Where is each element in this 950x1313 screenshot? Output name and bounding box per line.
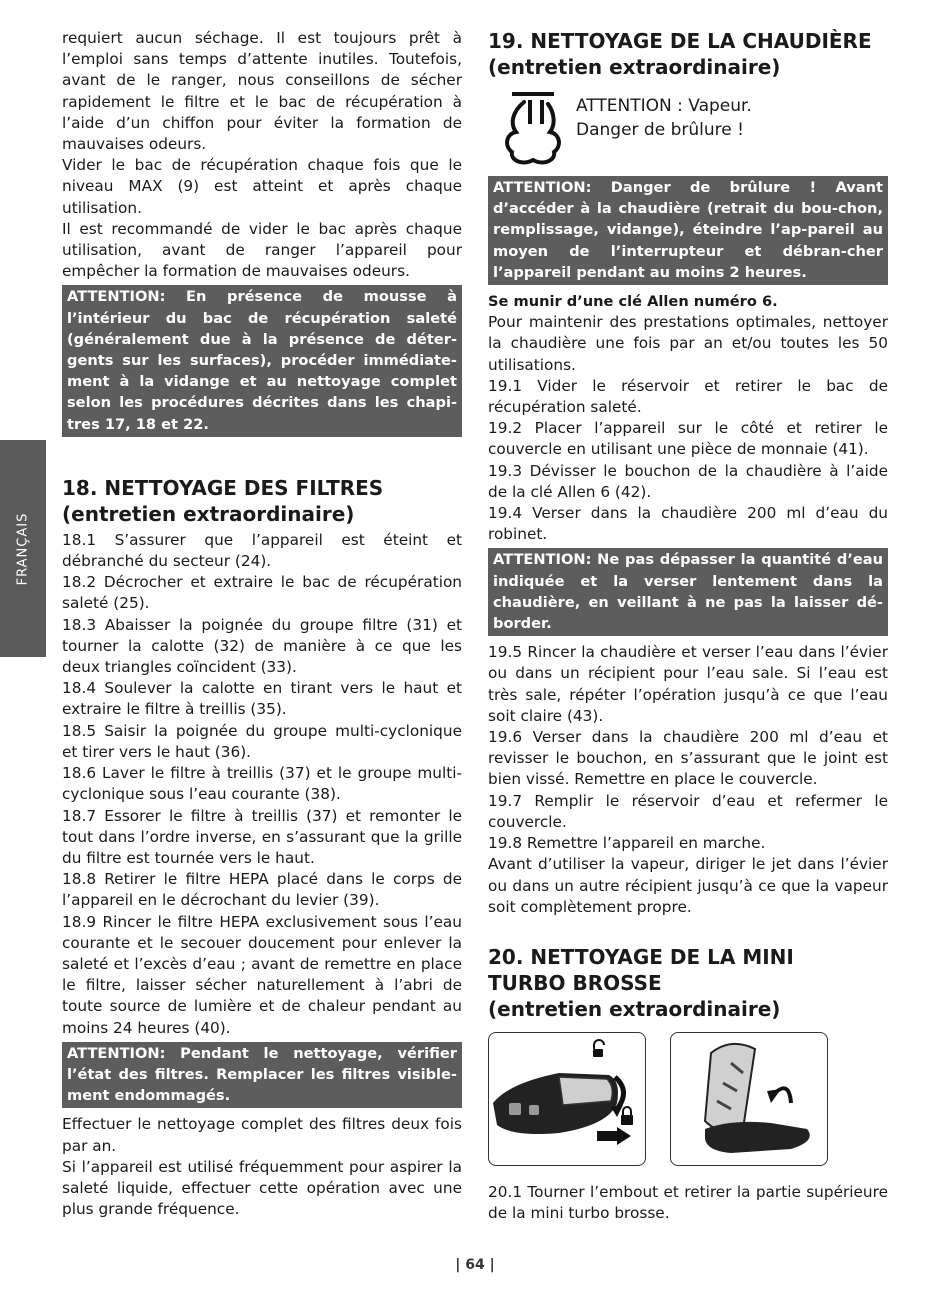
step-19-4: 19.4 Verser dans la chaudière 200 ml d’eau du robinet. [488, 504, 888, 544]
illustration-row [488, 1032, 888, 1166]
turbo-brush-rotate-illustration [488, 1032, 646, 1166]
language-tab [0, 440, 46, 657]
paragraph: Il est recommandé de vider le bac après chaque utilisation, avant de ranger l’appareil pour empêcher la formation de mauvaises odeurs. [62, 219, 462, 281]
hot-steam-icon [502, 90, 564, 166]
turbo-brush-rotate-icon [489, 1033, 645, 1165]
turbo-brush-open-icon [671, 1033, 827, 1165]
turbo-brush-open-illustration [670, 1032, 828, 1166]
step-19-6: 19.6 Verser dans la chaudière 200 ml d’eau et revisser le bouchon, en s’assurant que le joint est bien vissé. Remettre en place le couvercle. [488, 728, 888, 789]
step-19-1: 19.1 Vider le réservoir et retirer le bac de récupération saleté. [488, 376, 888, 417]
warning-box: ATTENTION: Danger de brûlure ! Avant d’accéder à la chaudière (retrait du bou-chon, remplissage, vidange), éteindre l’ap-pareil au moyen de l’interrupteur et débran-cher l’appareil pendant au moins 2 heures. [488, 176, 888, 285]
step-18-1: 18.1 S’assurer que l’appareil est éteint et débranché du secteur (24). [62, 530, 462, 571]
section-19-title [488, 28, 888, 80]
paragraph: Pour maintenir des prestations optimales, nettoyer la chaudière une fois par an et/ou toutes les 50 utilisations. [488, 313, 888, 374]
paragraph: Effectuer le nettoyage complet des filtres deux fois par an. [62, 1115, 462, 1155]
section-20-title [488, 944, 888, 1022]
step-18-3: 18.3 Abaisser la poignée du groupe filtre (31) et tourner la calotte (32) de manière à ce que les deux triangles coïncident (33). [62, 615, 462, 677]
allen-key-note: Se munir d’une clé Allen numéro 6. [488, 293, 778, 311]
steam-warning-line: ATTENTION : Vapeur. [576, 96, 752, 116]
page-number: | 64 | [455, 1257, 495, 1273]
step-19-8: 19.8 Remettre l’appareil en marche. [488, 834, 766, 853]
section-title-line: 19. NETTOYAGE DE LA CHAUDIÈRE [488, 29, 872, 53]
steam-warning-text [576, 94, 752, 142]
step-20-1: 20.1 Tourner l’embout et retirer la partie supérieure de la mini turbo brosse. [488, 1182, 888, 1223]
section-18-title [62, 475, 462, 527]
paragraph: requiert aucun séchage. Il est toujours prêt à l’emploi sans temps d’attente inutiles. Toutefois, avant de le ranger, nous conseillons de sécher rapidement le filtre et le bac de récupération à l’aide d’un chiffon pour éviter la formation de mauvaises odeurs. [62, 29, 462, 154]
paragraph: Avant d’utiliser la vapeur, diriger le jet dans l’évier ou dans un autre récipient jusqu’à ce que la vapeur soit complètement propre. [488, 855, 888, 916]
step-18-4: 18.4 Soulever la calotte en tirant vers le haut et extraire le filtre à treillis (35). [62, 679, 462, 719]
section-title-line: 18. NETTOYAGE DES FILTRES [62, 475, 384, 500]
step-19-7: 19.7 Remplir le réservoir d’eau et refermer le couvercle. [488, 791, 888, 831]
step-19-5: 19.5 Rincer la chaudière et verser l’eau dans l’évier ou dans un récipient pour l’eau sale. Si l’eau est très sale, répéter l’opération jusqu’à ce que l’eau soit claire (43). [488, 643, 888, 725]
section-title-line: (entretien extraordinaire) [488, 55, 781, 79]
steam-warning-line: Danger de brûlure ! [576, 120, 744, 140]
step-18-7: 18.7 Essorer le filtre à treillis (37) et remonter le tout dans l’ordre inverse, en s’assurant que la grille du filtre est tournée vers le haut. [62, 806, 462, 867]
step-18-2: 18.2 Décrocher et extraire le bac de récupération saleté (25). [62, 573, 462, 613]
section-title-line: (entretien extraordinaire) [62, 501, 355, 526]
warning-box: ATTENTION: Pendant le nettoyage, vérifier l’état des filtres. Remplacer les filtres visible-ment endommagés. [62, 1042, 462, 1109]
steam-warning [488, 88, 888, 168]
step-19-2: 19.2 Placer l’appareil sur le côté et retirer le couvercle en utilisant une pièce de monnaie (41). [488, 419, 888, 459]
section-title-line: (entretien extraordinaire) [488, 996, 781, 1021]
language-tab-label: FRANÇAIS [15, 512, 31, 585]
left-column [62, 28, 462, 1220]
section-title-line: TURBO BROSSE [488, 970, 662, 995]
step-18-5: 18.5 Saisir la poignée du groupe multi-cyclonique et tirer vers le haut (36). [62, 721, 462, 761]
warning-box: ATTENTION: En présence de mousse à l’intérieur du bac de récupération saleté (généralement due à la présence de déter-gents sur les surfaces), procéder immédiate-ment à la vidange et au nettoyage complet selon les procédures décrites dans les chapi-tres 17, 18 et 22. [62, 285, 462, 436]
section-title-line: 20. NETTOYAGE DE LA MINI [488, 944, 794, 969]
warning-box: ATTENTION: Ne pas dépasser la quantité d’eau indiquée et la verser lentement dans la chaudière, en veillant à ne pas la laisser dé-border. [488, 548, 888, 636]
step-18-8: 18.8 Retirer le filtre HEPA placé dans le corps de l’appareil en le décrochant du levier (39). [62, 870, 462, 910]
step-19-3: 19.3 Dévisser le bouchon de la chaudière à l’aide de la clé Allen 6 (42). [488, 461, 888, 501]
step-18-6: 18.6 Laver le filtre à treillis (37) et le groupe multi-cyclonique sous l’eau courante (38). [62, 764, 462, 804]
step-18-9: 18.9 Rincer le filtre HEPA exclusivement sous l’eau courante et le secouer doucement pour enlever la saleté et l’excès d’eau ; avant de remettre en place le filtre, laisser sécher naturellement à l’abri de toute source de lumière et de chaleur pendant au moins 24 heures (40). [62, 912, 462, 1037]
right-column [488, 28, 888, 1224]
paragraph: Vider le bac de récupération chaque fois que le niveau MAX (9) est atteint et après chaque utilisation. [62, 156, 462, 217]
paragraph: Si l’appareil est utilisé fréquemment pour aspirer la saleté liquide, effectuer cette opération avec une plus grande fréquence. [62, 1157, 462, 1219]
